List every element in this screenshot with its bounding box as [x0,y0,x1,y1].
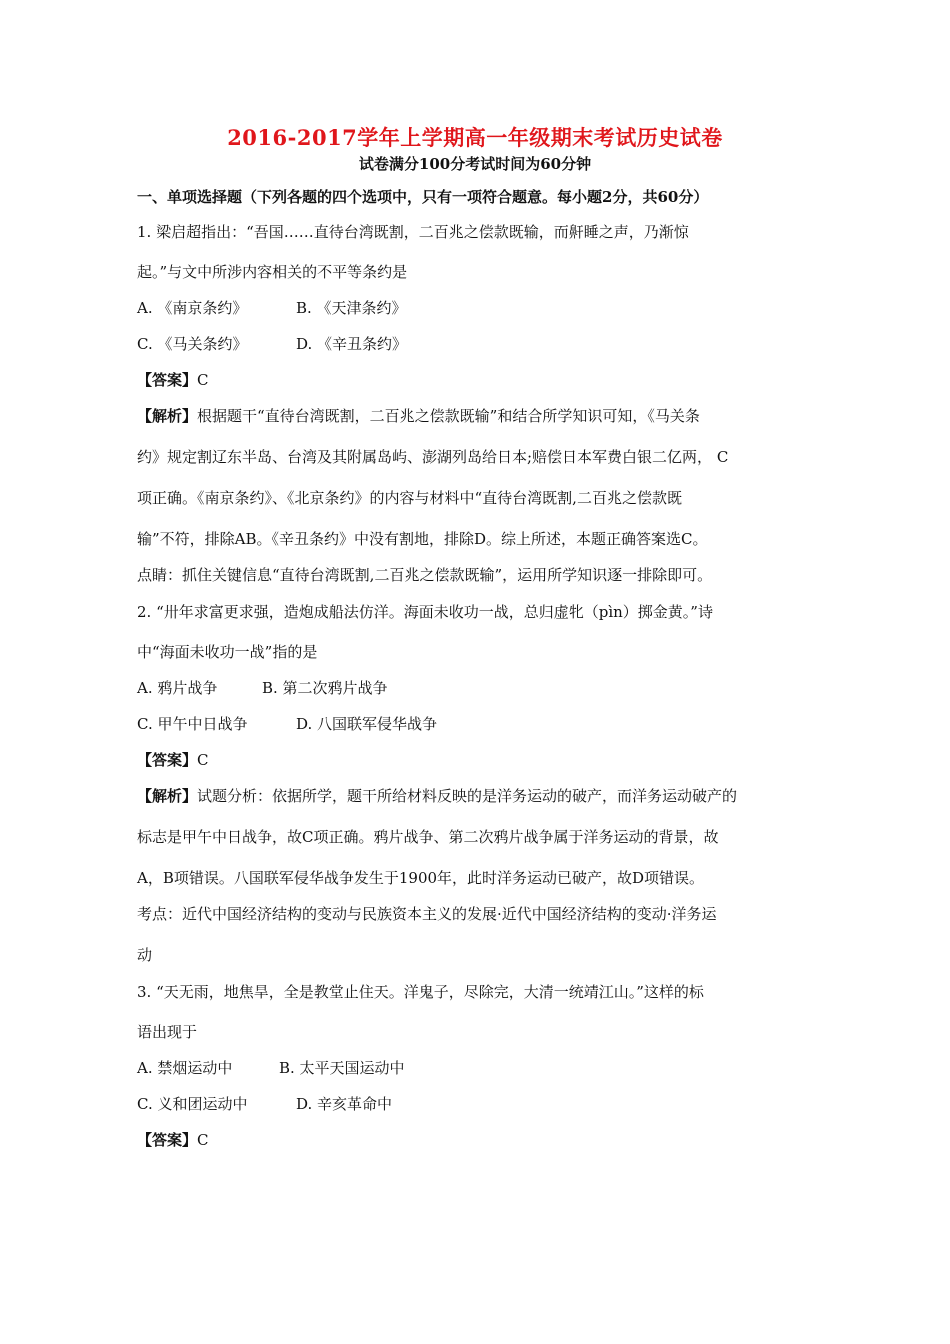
q1-analysis-line-2: 约》规定割辽东半岛、台湾及其附属岛屿、澎湖列岛给日本;赔偿日本军费白银二亿两， C [137,448,729,466]
answer-tag: 【答案】 [137,751,198,769]
q2-option-b: B. 第二次鸦片战争 [262,679,388,697]
exam-subtitle: 试卷满分100分考试时间为60分钟 [358,155,592,173]
q2-stem-line-1: 2. “卅年求富更求强，造炮成船法仿洋。海面未收功一战，总归虚牝（pìn）掷金黄。”诗 [137,603,713,621]
q2-answer [137,750,209,770]
q1-answer [137,370,209,390]
q2-kaodian-line-1: 考点：近代中国经济结构的变动与民族资本主义的发展·近代中国经济结构的变动·洋务运 [137,905,717,923]
q1-option-c: C. 《马关条约》 [137,335,248,353]
answer-value: C [197,1131,209,1149]
answer-tag: 【答案】 [137,371,198,389]
q1-option-b: B. 《天津条约》 [296,299,407,317]
analysis-tag: 【解析】 [137,787,198,805]
q2-analysis-line-1 [137,786,737,806]
q3-option-c: C. 义和团运动中 [137,1095,248,1113]
q1-analysis-line-4: 输”不符，排除AB。《辛丑条约》中没有割地，排除D。综上所述，本题正确答案选C。 [137,530,708,548]
exam-title: 2016-2017学年上学期高一年级期末考试历史试卷 [227,125,723,150]
q3-stem-line-1: 3. “天无雨，地焦旱，全是教堂止住天。洋鬼子，尽除完，大清一统靖江山。”这样的标 [137,983,704,1001]
q1-analysis-line-3: 项正确。《南京条约》、《北京条约》的内容与材料中“直待台湾既割,二百兆之偿款既 [137,489,682,507]
q3-answer [137,1130,209,1150]
q2-analysis-line-3: A，B项错误。八国联军侵华战争发生于1900年，此时洋务运动已破产，故D项错误。 [137,869,705,887]
q2-analysis-line-2: 标志是甲午中日战争，故C项正确。鸦片战争、第二次鸦片战争属于洋务运动的背景，故 [137,828,719,846]
q3-option-a: A. 禁烟运动中 [137,1059,233,1077]
q1-option-d: D. 《辛丑条约》 [296,335,408,353]
section-heading: 一、单项选择题（下列各题的四个选项中，只有一项符合题意。每小题2分，共60分） [137,188,709,206]
analysis-text: 试题分析：依据所学，题干所给材料反映的是洋务运动的破产，而洋务运动破产的 [197,787,738,805]
q2-stem-line-2: 中“海面未收功一战”指的是 [137,643,318,661]
q2-kaodian-line-2: 动 [137,946,153,964]
answer-tag: 【答案】 [137,1131,198,1149]
q1-tip: 点睛：抓住关键信息“直待台湾既割,二百兆之偿款既输”，运用所学知识逐一排除即可。 [137,566,713,584]
q2-option-c: C. 甲午中日战争 [137,715,248,733]
q3-stem-line-2: 语出现于 [137,1023,198,1041]
answer-value: C [197,371,209,389]
q1-analysis-line-1 [137,406,700,426]
analysis-text: 根据题干“直待台湾既割，二百兆之偿款既输”和结合所学知识可知，《马关条 [197,407,700,425]
q3-option-b: B. 太平天国运动中 [279,1059,405,1077]
q3-option-d: D. 辛亥革命中 [296,1095,393,1113]
q1-stem-line-1: 1. 梁启超指出：“吾国……直待台湾既割，二百兆之偿款既输，而鼾睡之声，乃渐惊 [137,223,689,241]
q1-option-a: A. 《南京条约》 [137,299,248,317]
analysis-tag: 【解析】 [137,407,198,425]
q1-stem-line-2: 起。”与文中所涉内容相关的不平等条约是 [137,263,408,281]
q2-option-d: D. 八国联军侵华战争 [296,715,438,733]
q2-option-a: A. 鸦片战争 [137,679,218,697]
answer-value: C [197,751,209,769]
